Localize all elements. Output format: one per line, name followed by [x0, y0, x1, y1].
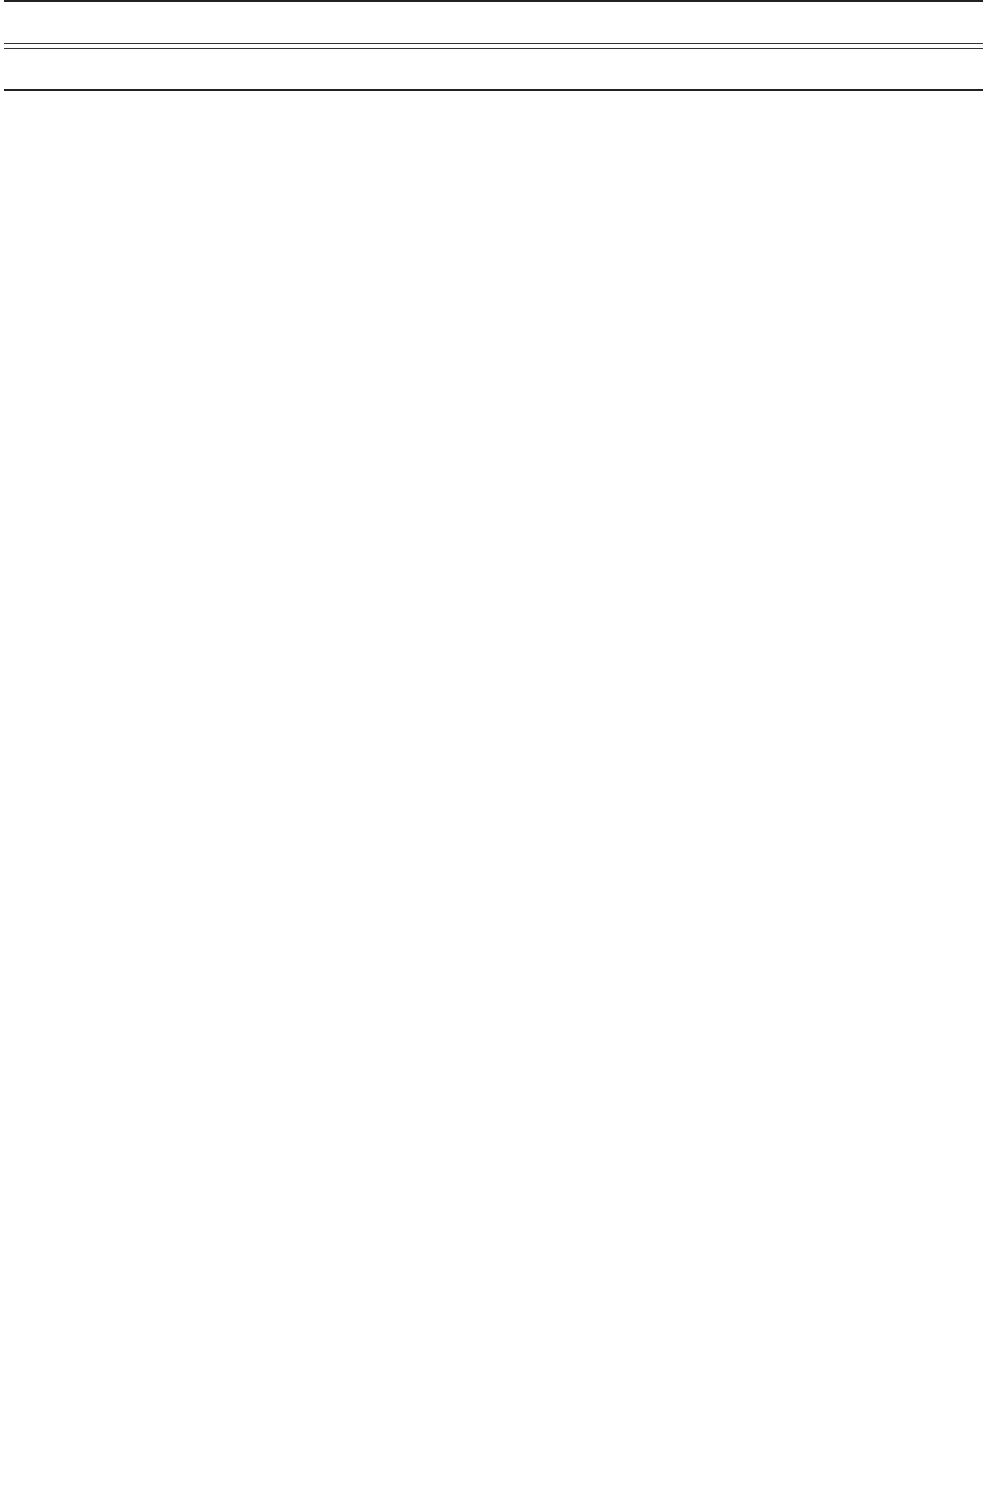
- table-x1-x6: [4, 0, 983, 42]
- table-header-row: [4, 49, 983, 90]
- table-x7-x11: [4, 49, 983, 91]
- data-tables: [4, 0, 983, 91]
- table-header-row: [4, 1, 983, 42]
